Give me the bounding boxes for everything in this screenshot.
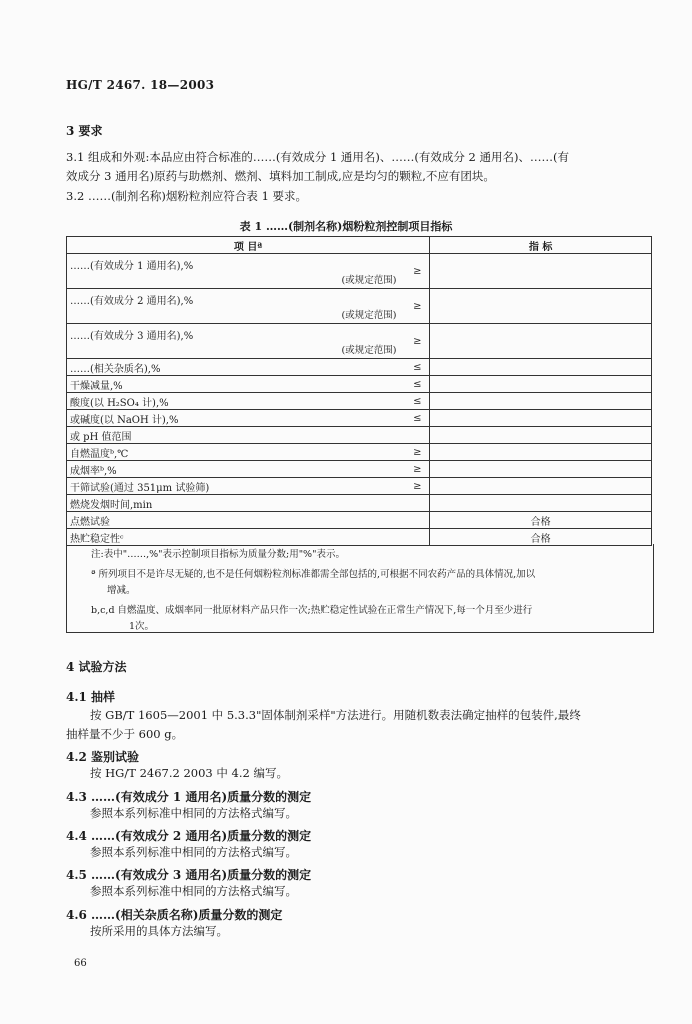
- row-value: [430, 324, 652, 359]
- clause-4-4-text: 参照本系列标准中相同的方法格式编写。: [90, 845, 297, 859]
- table-row: [67, 324, 652, 359]
- row-item-label: 或碱度(以 NaOH 计),%: [70, 414, 179, 426]
- row-comparison-symbol: ≥: [405, 461, 429, 478]
- row-comparison-symbol: ≤: [405, 376, 429, 393]
- row-value: [430, 359, 652, 376]
- row-item-label: 或 pH 值范围: [70, 431, 132, 443]
- row-item-name: [67, 289, 406, 324]
- table-row: [67, 478, 652, 495]
- table-notes: [66, 544, 654, 633]
- page-number: 66: [74, 958, 87, 969]
- clause-4-5-title: 4.5 ……(有效成分 3 通用名)质量分数的测定: [66, 868, 312, 882]
- note-1: 注:表中"……,%"表示控制项目指标为质量分数;用"%"表示。: [91, 549, 345, 560]
- row-value: [430, 495, 652, 512]
- row-item-name: [67, 529, 406, 546]
- clause-4-3-title: 4.3 ……(有效成分 1 通用名)质量分数的测定: [66, 790, 312, 804]
- table-row: [67, 376, 652, 393]
- row-item-name: [67, 478, 406, 495]
- clause-4-1-title: 4.1 抽样: [66, 690, 116, 704]
- row-item-name: [67, 254, 406, 289]
- table-row: [67, 529, 652, 546]
- row-comparison-symbol: ≥: [405, 254, 429, 289]
- row-item-name: [67, 512, 406, 529]
- row-comparison-symbol: [405, 495, 429, 512]
- table-caption: 表 1 ……(制剂名称)烟粉粒剂控制项目指标: [239, 220, 453, 233]
- row-value: [430, 410, 652, 427]
- row-item-label: ……(有效成分 3 通用名),%: [70, 330, 194, 342]
- row-value: [430, 444, 652, 461]
- row-value: [430, 461, 652, 478]
- document-header: HG/T 2467. 18—2003: [66, 78, 215, 92]
- row-item-range-note: (或规定范围): [341, 344, 397, 356]
- clause-4-6-text: 按所采用的具体方法编写。: [90, 924, 228, 938]
- row-item-name: [67, 376, 406, 393]
- col-value-header: 指 标: [430, 237, 652, 254]
- table-row: [67, 461, 652, 478]
- row-comparison-symbol: ≥: [405, 444, 429, 461]
- table-row: [67, 410, 652, 427]
- row-item-label: 酸度(以 H₂SO₄ 计),%: [70, 397, 169, 409]
- row-item-label: 热贮稳定性ᶜ: [70, 533, 124, 545]
- clause-4-6-title: 4.6 ……(相关杂质名称)质量分数的测定: [66, 908, 283, 922]
- row-item-label: 点燃试验: [70, 516, 110, 528]
- note-2: ª 所列项目不是许尽无疑的,也不是任何烟粉粒剂标准都需全部包括的,可根据不同农药产品的具体情况,加以: [91, 569, 536, 580]
- note-3: b,c,d 自燃温度、成烟率同一批原材料产品只作一次;热贮稳定性试验在正常生产情况下,每一个月至少进行: [91, 605, 533, 616]
- table-row: [67, 512, 652, 529]
- row-item-label: 干燥减量,%: [70, 380, 123, 392]
- row-item-label: ……(有效成分 1 通用名),%: [70, 260, 194, 272]
- clause-4-4-title: 4.4 ……(有效成分 2 通用名)质量分数的测定: [66, 829, 312, 843]
- row-item-name: [67, 427, 406, 444]
- row-value: [430, 478, 652, 495]
- row-item-label: 自燃温度ᵇ,℃: [70, 448, 129, 460]
- clause-4-3-text: 参照本系列标准中相同的方法格式编写。: [90, 806, 297, 820]
- section-3-title: 3 要求: [66, 124, 103, 138]
- row-comparison-symbol: [405, 512, 429, 529]
- table-row: [67, 289, 652, 324]
- row-item-name: [67, 461, 406, 478]
- row-item-label: 干筛试验(通过 351μm 试验筛): [70, 482, 210, 494]
- table-header-row: [67, 237, 652, 254]
- clause-4-5-text: 参照本系列标准中相同的方法格式编写。: [90, 884, 297, 898]
- clause-4-1-text-a: 按 GB/T 1605—2001 中 5.3.3"固体制剂采样"方法进行。用随机数表法确定抽样的包装件,最终: [90, 708, 581, 722]
- row-item-range-note: (或规定范围): [341, 274, 397, 286]
- clause-4-1-text-b: 抽样量不少于 600 g。: [66, 727, 184, 741]
- row-item-name: [67, 359, 406, 376]
- row-value: [430, 376, 652, 393]
- table-row: [67, 427, 652, 444]
- row-item-range-note: (或规定范围): [341, 309, 397, 321]
- table-row: [67, 444, 652, 461]
- clause-4-2-text: 按 HG/T 2467.2 2003 中 4.2 编写。: [90, 766, 288, 780]
- row-item-name: [67, 444, 406, 461]
- row-item-label: 成烟率ᵇ,%: [70, 465, 117, 477]
- table-row: [67, 495, 652, 512]
- clause-3-1-line2: 效成分 3 通用名)原药与助燃剂、燃剂、填料加工制成,应是均匀的颗粒,不应有团块。: [66, 169, 495, 183]
- spec-table: [66, 236, 652, 546]
- row-comparison-symbol: ≥: [405, 478, 429, 495]
- section-4-title: 4 试验方法: [66, 660, 127, 674]
- row-comparison-symbol: ≥: [405, 289, 429, 324]
- row-item-label: ……(有效成分 2 通用名),%: [70, 295, 194, 307]
- row-value: 合格: [430, 529, 652, 546]
- note-3-cont: 1次。: [129, 621, 155, 632]
- row-item-name: [67, 410, 406, 427]
- note-2-cont: 增减。: [107, 585, 136, 596]
- row-item-name: [67, 324, 406, 359]
- row-comparison-symbol: ≤: [405, 393, 429, 410]
- table-row: [67, 254, 652, 289]
- row-value: [430, 254, 652, 289]
- row-comparison-symbol: ≤: [405, 359, 429, 376]
- clause-3-1-line1: 3.1 组成和外观:本品应由符合标准的……(有效成分 1 通用名)、……(有效成分 2 通用名)、……(有: [66, 150, 570, 164]
- row-comparison-symbol: ≤: [405, 410, 429, 427]
- row-comparison-symbol: [405, 529, 429, 546]
- row-comparison-symbol: ≥: [405, 324, 429, 359]
- clause-3-2: 3.2 ……(制剂名称)烟粉粒剂应符合表 1 要求。: [66, 189, 308, 203]
- row-value: 合格: [430, 512, 652, 529]
- row-value: [430, 427, 652, 444]
- row-item-name: [67, 495, 406, 512]
- row-value: [430, 289, 652, 324]
- col-item-header: 项 目ª: [67, 237, 430, 254]
- table-row: [67, 359, 652, 376]
- row-item-label: ……(相关杂质名),%: [70, 363, 161, 375]
- row-comparison-symbol: [405, 427, 429, 444]
- row-value: [430, 393, 652, 410]
- row-item-label: 燃烧发烟时间,min: [70, 499, 153, 511]
- table-row: [67, 393, 652, 410]
- row-item-name: [67, 393, 406, 410]
- clause-4-2-title: 4.2 鉴别试验: [66, 750, 140, 764]
